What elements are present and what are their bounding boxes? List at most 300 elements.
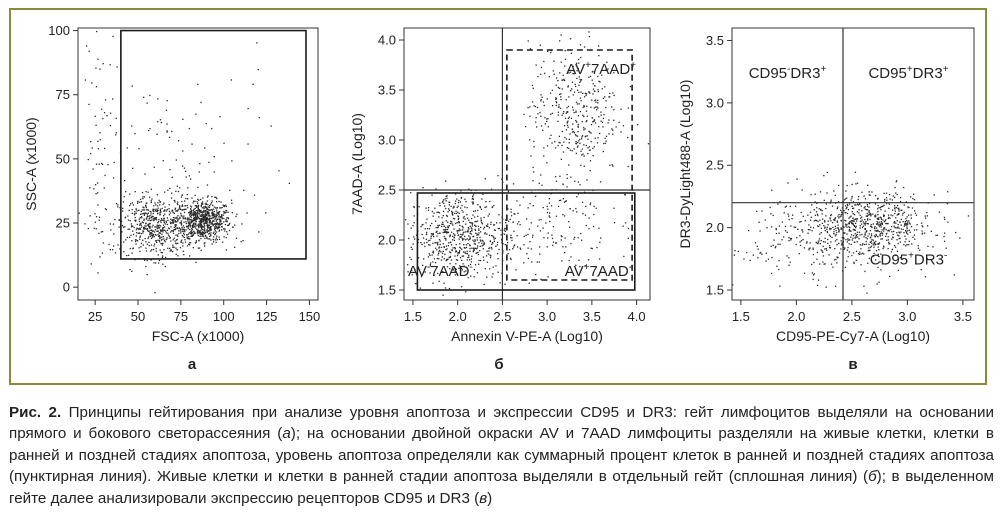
- scatter-point: [897, 214, 898, 215]
- scatter-point: [440, 241, 441, 242]
- x-tick-label: 4.0: [627, 309, 646, 324]
- scatter-point: [826, 287, 827, 288]
- scatter-point: [559, 72, 560, 73]
- y-tick-label: 2.0: [705, 220, 724, 236]
- scatter-point: [440, 244, 441, 245]
- scatter-point: [867, 238, 868, 239]
- scatter-point: [443, 203, 444, 204]
- scatter-point: [886, 197, 887, 198]
- scatter-point: [568, 164, 569, 165]
- scatter-point: [211, 213, 212, 214]
- scatter-point: [136, 232, 137, 233]
- scatter-point: [559, 200, 560, 201]
- scatter-point: [567, 125, 568, 126]
- scatter-point: [182, 242, 183, 243]
- scatter-point: [587, 139, 588, 140]
- scatter-point: [200, 210, 201, 211]
- scatter-point: [897, 205, 898, 206]
- scatter-point: [227, 221, 228, 222]
- scatter-point: [151, 200, 152, 201]
- scatter-point: [231, 200, 232, 201]
- scatter-point: [507, 242, 508, 243]
- scatter-point: [870, 195, 871, 196]
- scatter-point: [564, 80, 565, 81]
- scatter-point: [539, 219, 540, 220]
- scatter-point: [779, 244, 780, 245]
- scatter-point: [866, 231, 867, 232]
- scatter-point: [445, 180, 446, 181]
- scatter-point: [823, 241, 824, 242]
- scatter-point: [205, 215, 206, 216]
- scatter-point: [561, 236, 562, 237]
- scatter-points: [79, 31, 290, 293]
- scatter-point: [451, 244, 452, 245]
- scatter-point: [162, 243, 163, 244]
- scatter-point: [467, 238, 468, 239]
- scatter-point: [505, 244, 506, 245]
- scatter-point: [550, 92, 551, 93]
- scatter-point: [181, 241, 182, 242]
- scatter-point: [575, 86, 576, 87]
- scatter-point: [482, 245, 483, 246]
- scatter-point: [86, 45, 87, 46]
- scatter-point: [824, 220, 825, 221]
- scatter-point: [822, 223, 823, 224]
- scatter-point: [598, 45, 599, 46]
- scatter-point: [470, 275, 471, 276]
- scatter-point: [533, 141, 534, 142]
- scatter-point: [150, 220, 151, 221]
- scatter-point: [195, 227, 196, 228]
- scatter-point: [529, 139, 530, 140]
- scatter-point: [508, 253, 509, 254]
- scatter-point: [611, 106, 612, 107]
- scatter-point: [904, 236, 905, 237]
- scatter-point: [906, 228, 907, 229]
- scatter-point: [628, 238, 629, 239]
- scatter-point: [447, 222, 448, 223]
- scatter-point: [537, 76, 538, 77]
- scatter-point: [186, 226, 187, 227]
- scatter-point: [550, 114, 551, 115]
- scatter-point: [464, 236, 465, 237]
- caption-text-3: ); в выделенном гейте далее анализировали экспрессию рецепторов CD95 и DR3 (: [9, 468, 994, 507]
- scatter-point: [529, 116, 530, 117]
- quadrant-label-part-1-2-0: AV: [564, 263, 584, 280]
- scatter-point: [491, 247, 492, 248]
- scatter-point: [142, 213, 143, 214]
- scatter-point: [568, 221, 569, 222]
- scatter-point: [877, 218, 878, 219]
- y-tick-label: 4.0: [377, 32, 396, 48]
- scatter-point: [593, 226, 594, 227]
- scatter-point: [150, 236, 151, 237]
- scatter-point: [818, 280, 819, 281]
- quadrant-label-part-2-2-0: CD95: [869, 251, 909, 269]
- scatter-point: [555, 176, 556, 177]
- scatter-point: [560, 96, 561, 97]
- scatter-point: [868, 247, 869, 248]
- scatter-point: [96, 216, 97, 217]
- scatter-point: [177, 255, 178, 256]
- scatter-point: [827, 243, 828, 244]
- scatter-point: [183, 231, 184, 232]
- scatter-point: [439, 281, 440, 282]
- scatter-point: [497, 253, 498, 254]
- scatter-point: [553, 226, 554, 227]
- scatter-point: [543, 237, 544, 238]
- scatter-point: [862, 227, 863, 228]
- scatter-point: [139, 221, 140, 222]
- scatter-point: [497, 244, 498, 245]
- scatter-point: [766, 227, 767, 228]
- x-tick-label: 50: [130, 309, 146, 324]
- scatter-point: [137, 203, 138, 204]
- scatter-point: [436, 227, 437, 228]
- scatter-point: [88, 228, 89, 229]
- scatter-point: [916, 229, 917, 230]
- scatter-point: [620, 109, 621, 110]
- scatter-point: [624, 194, 625, 195]
- scatter-point: [532, 237, 533, 238]
- scatter-point: [897, 227, 898, 228]
- scatter-point: [110, 229, 111, 230]
- scatter-point: [183, 222, 184, 223]
- scatter-point: [592, 117, 593, 118]
- scatter-point: [98, 233, 99, 234]
- scatter-point: [907, 230, 908, 231]
- scatter-point: [209, 238, 210, 239]
- scatter-point: [95, 125, 96, 126]
- scatter-point: [488, 215, 489, 216]
- scatter-point: [160, 249, 161, 250]
- scatter-point: [597, 89, 598, 90]
- scatter-point: [214, 216, 215, 217]
- scatter-point: [490, 224, 491, 225]
- scatter-point: [849, 239, 850, 240]
- scatter-point: [219, 219, 220, 220]
- scatter-point: [549, 212, 550, 213]
- scatter-point: [500, 282, 501, 283]
- scatter-point: [481, 198, 482, 199]
- scatter-point: [464, 251, 465, 252]
- scatter-point: [573, 210, 574, 211]
- scatter-point: [811, 264, 812, 265]
- scatter-point: [167, 209, 168, 210]
- scatter-point: [575, 120, 576, 121]
- scatter-point: [893, 234, 894, 235]
- scatter-point: [172, 251, 173, 252]
- scatter-point: [197, 199, 198, 200]
- scatter-point: [460, 201, 461, 202]
- scatter-point: [177, 211, 178, 212]
- scatter-point: [860, 215, 861, 216]
- scatter-point: [169, 248, 170, 249]
- scatter-point: [520, 224, 521, 225]
- scatter-point: [856, 260, 857, 261]
- scatter-point: [816, 207, 817, 208]
- scatter-point: [471, 258, 472, 259]
- scatter-point: [192, 214, 193, 215]
- scatter-point: [140, 214, 141, 215]
- scatter-point: [106, 115, 107, 116]
- scatter-point: [511, 211, 512, 212]
- scatter-point: [597, 137, 598, 138]
- scatter-point: [903, 232, 904, 233]
- scatter-point: [455, 250, 456, 251]
- scatter-point: [832, 227, 833, 228]
- scatter-point: [486, 255, 487, 256]
- scatter-point: [789, 219, 790, 220]
- scatter-point: [566, 107, 567, 108]
- scatter-point: [816, 211, 817, 212]
- scatter-point: [166, 131, 167, 132]
- scatter-point: [779, 201, 780, 202]
- scatter-point: [596, 109, 597, 110]
- scatter-point: [755, 242, 756, 243]
- scatter-point: [175, 235, 176, 236]
- scatter-point: [413, 206, 414, 207]
- scatter-point: [200, 238, 201, 239]
- scatter-point: [785, 230, 786, 231]
- scatter-point: [211, 202, 212, 203]
- scatter-point: [861, 206, 862, 207]
- scatter-point: [865, 232, 866, 233]
- scatter-point: [817, 215, 818, 216]
- scatter-point: [944, 241, 945, 242]
- scatter-point: [547, 145, 548, 146]
- scatter-point: [474, 225, 475, 226]
- scatter-point: [829, 245, 830, 246]
- scatter-point: [864, 244, 865, 245]
- scatter-point: [757, 246, 758, 247]
- scatter-point: [165, 223, 166, 224]
- scatter-point: [591, 100, 592, 101]
- quadrant-label-part-2-0-0: CD95: [748, 65, 788, 82]
- scatter-point: [140, 199, 141, 200]
- scatter-point: [173, 233, 174, 234]
- scatter-point: [183, 254, 184, 255]
- scatter-point: [881, 226, 882, 227]
- scatter-point: [836, 262, 837, 263]
- scatter-point: [910, 196, 911, 197]
- scatter-point: [591, 124, 592, 125]
- scatter-point: [891, 239, 892, 240]
- scatter-point: [229, 224, 230, 225]
- scatter-point: [800, 245, 801, 246]
- scatter-point: [207, 204, 208, 205]
- scatter-point: [539, 112, 540, 113]
- scatter-point: [169, 228, 170, 229]
- scatter-point: [849, 230, 850, 231]
- quadrant-label-part-2-2-1: +: [908, 250, 914, 262]
- scatter-point: [497, 175, 498, 176]
- scatter-point: [151, 202, 152, 203]
- scatter-point: [885, 223, 886, 224]
- scatter-point: [442, 253, 443, 254]
- scatter-point: [190, 226, 191, 227]
- scatter-point: [200, 199, 201, 200]
- scatter-point: [770, 213, 771, 214]
- scatter-point: [202, 201, 203, 202]
- scatter-point: [570, 90, 571, 91]
- scatter-point: [873, 240, 874, 241]
- scatter-point: [460, 230, 461, 231]
- scatter-point: [513, 231, 514, 232]
- x-tick-label: 2.5: [842, 309, 861, 324]
- scatter-point: [449, 210, 450, 211]
- scatter-point: [878, 249, 879, 250]
- scatter-point: [190, 231, 191, 232]
- scatter-point: [113, 224, 114, 225]
- scatter-point: [441, 247, 442, 248]
- scatter-point: [478, 260, 479, 261]
- scatter-point: [533, 88, 534, 89]
- scatter-point: [486, 277, 487, 278]
- scatter-point: [215, 217, 216, 218]
- scatter-point: [209, 236, 210, 237]
- scatter-point: [454, 213, 455, 214]
- scatter-point: [787, 182, 788, 183]
- scatter-point: [209, 218, 210, 219]
- scatter-point: [541, 125, 542, 126]
- scatter-point: [857, 219, 858, 220]
- scatter-point: [213, 241, 214, 242]
- scatter-point: [519, 205, 520, 206]
- scatter-point: [169, 169, 170, 170]
- scatter-point: [216, 210, 217, 211]
- scatter-point: [905, 230, 906, 231]
- scatter-point: [599, 258, 600, 259]
- scatter-point: [859, 252, 860, 253]
- scatter-point: [859, 234, 860, 235]
- scatter-point: [900, 222, 901, 223]
- scatter-point: [846, 227, 847, 228]
- scatter-point: [773, 245, 774, 246]
- scatter-point: [856, 226, 857, 227]
- scatter-point: [146, 213, 147, 214]
- scatter-point: [193, 214, 194, 215]
- y-tick-label: 3.0: [377, 132, 396, 148]
- scatter-point: [210, 210, 211, 211]
- scatter-point: [477, 246, 478, 247]
- scatter-point: [862, 243, 863, 244]
- scatter-point: [555, 99, 556, 100]
- scatter-point: [862, 220, 863, 221]
- scatter-point: [489, 227, 490, 228]
- scatter-point: [559, 88, 560, 89]
- scatter-point: [869, 233, 870, 234]
- scatter-point: [517, 246, 518, 247]
- scatter-point: [136, 228, 137, 229]
- scatter-point: [474, 216, 475, 217]
- scatter-point: [153, 235, 154, 236]
- scatter-point: [166, 239, 167, 240]
- scatter-point: [164, 210, 165, 211]
- scatter-point: [92, 147, 93, 148]
- scatter-point: [637, 124, 638, 125]
- scatter-point: [594, 90, 595, 91]
- scatter-point: [490, 222, 491, 223]
- scatter-point: [457, 232, 458, 233]
- scatter-point: [594, 119, 595, 120]
- scatter-point: [878, 207, 879, 208]
- scatter-point: [565, 246, 566, 247]
- scatter-point: [577, 131, 578, 132]
- scatter-point: [90, 153, 91, 154]
- scatter-point: [104, 175, 105, 176]
- scatter-point: [847, 204, 848, 205]
- scatter-point: [200, 102, 201, 103]
- scatter-point: [587, 147, 588, 148]
- scatter-point: [289, 183, 290, 184]
- scatter-point: [825, 241, 826, 242]
- x-tick-label: 100: [212, 309, 235, 324]
- scatter-point: [589, 218, 590, 219]
- scatter-point: [608, 122, 609, 123]
- scatter-point: [112, 249, 113, 250]
- scatter-point: [884, 227, 885, 228]
- scatter-point: [583, 129, 584, 130]
- scatter-point: [97, 192, 98, 193]
- scatter-point: [906, 232, 907, 233]
- scatter-point: [436, 235, 437, 236]
- scatter-point: [218, 227, 219, 228]
- scatter-point: [194, 201, 195, 202]
- scatter-point: [529, 241, 530, 242]
- scatter-point: [469, 251, 470, 252]
- scatter-point: [482, 240, 483, 241]
- scatter-point: [590, 204, 591, 205]
- scatter-point: [560, 108, 561, 109]
- scatter-point: [865, 221, 866, 222]
- scatter-point: [175, 209, 176, 210]
- scatter-point: [584, 96, 585, 97]
- scatter-point: [161, 243, 162, 244]
- scatter-point: [881, 223, 882, 224]
- scatter-point: [912, 207, 913, 208]
- scatter-point: [533, 171, 534, 172]
- scatter-point: [209, 205, 210, 206]
- scatter-point: [198, 205, 199, 206]
- scatter-point: [893, 231, 894, 232]
- scatter-point: [511, 215, 512, 216]
- scatter-point: [134, 133, 135, 134]
- scatter-point: [146, 218, 147, 219]
- scatter-point: [540, 94, 541, 95]
- scatter-point: [562, 184, 563, 185]
- scatter-point: [845, 190, 846, 191]
- scatter-point: [882, 248, 883, 249]
- scatter-point: [137, 224, 138, 225]
- scatter-point: [461, 260, 462, 261]
- scatter-point: [486, 226, 487, 227]
- scatter-point: [105, 99, 106, 100]
- scatter-point: [463, 221, 464, 222]
- scatter-point: [574, 181, 575, 182]
- scatter-point: [196, 205, 197, 206]
- scatter-point: [177, 243, 178, 244]
- scatter-point: [142, 192, 143, 193]
- scatter-point: [894, 226, 895, 227]
- scatter-point: [162, 252, 163, 253]
- scatter-point: [180, 229, 181, 230]
- scatter-point: [585, 128, 586, 129]
- scatter-point: [173, 217, 174, 218]
- scatter-point: [879, 234, 880, 235]
- scatter-point: [155, 204, 156, 205]
- scatter-point: [547, 51, 548, 52]
